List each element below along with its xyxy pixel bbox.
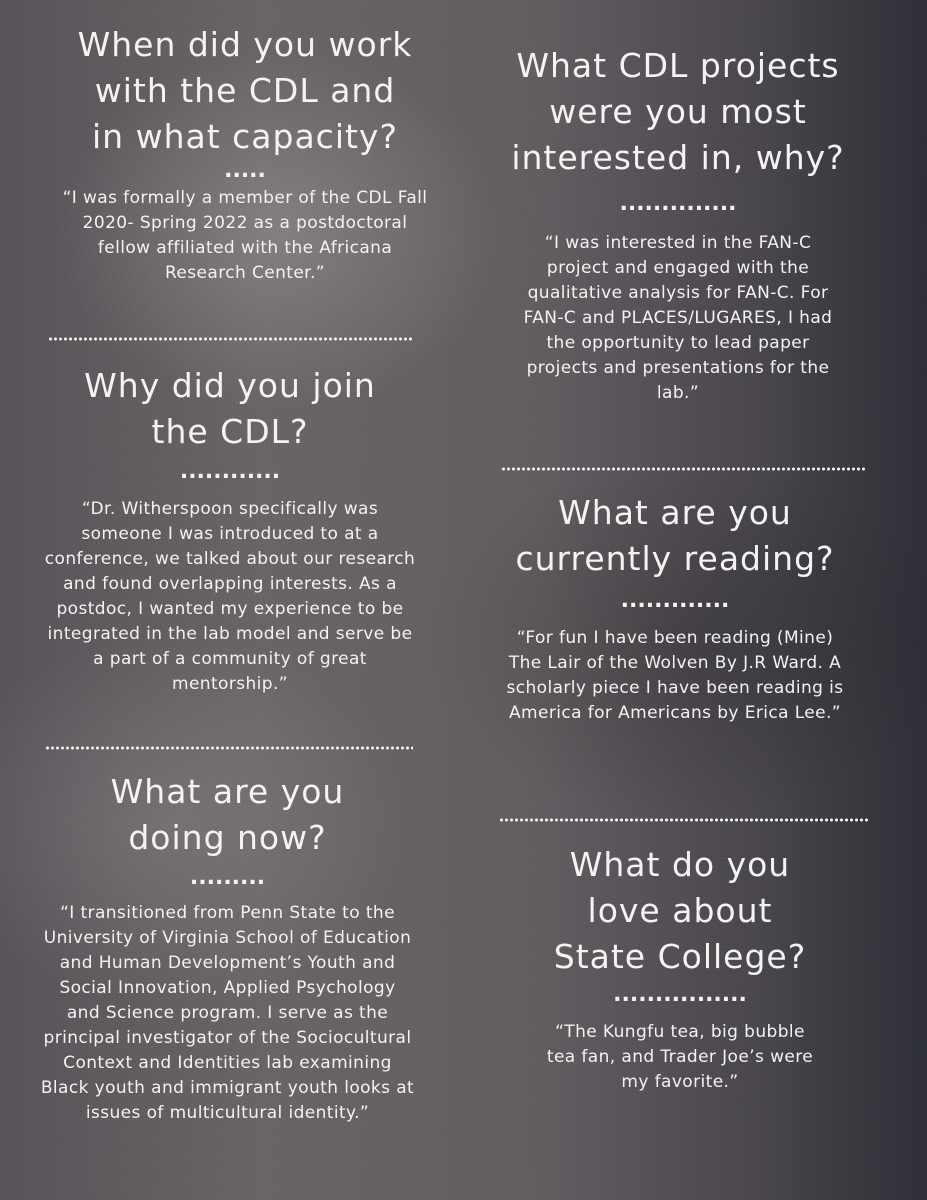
heading-reading: What are you currently reading?: [515, 493, 835, 578]
answer-projects: “I was interested in the FAN-C project and engaged with the qualitative analysis for FAN-C. For FAN-C and PLACES/LUGARES, I had the opportunity to lead paper projects and presentations for the lab.”: [523, 233, 833, 403]
question-state-college: [495, 842, 865, 1095]
dots-work-capacity: .....: [224, 158, 266, 183]
heading-state-college: What do you love about State College?: [553, 845, 807, 976]
dots-state-college: ................: [613, 982, 747, 1007]
answer-doing-now: “I transitioned from Penn State to the University of Virginia School of Education and Human Development’s Youth and Social Innovation, Applied Psychology and Science program. I serve as the principal investigator of the Sociocultural Context and Identities lab examining Black youth and immigrant youth looks at issues of multicultural identity.”: [40, 903, 415, 1123]
divider-left-1: [48, 337, 414, 341]
question-reading: [460, 490, 890, 726]
dots-projects: ..............: [619, 191, 737, 216]
heading-doing-now: What are you doing now?: [110, 772, 345, 857]
question-projects: [462, 43, 894, 406]
dots-why-join: ............: [179, 459, 281, 484]
heading-work-capacity: When did you work with the CDL and in what capacity?: [77, 25, 413, 156]
dots-reading: .............: [620, 588, 730, 613]
question-why-join: [10, 363, 450, 697]
question-work-capacity: [20, 22, 470, 286]
divider-right-1: [501, 467, 865, 471]
dots-doing-now: .........: [189, 865, 266, 890]
divider-left-2: [45, 746, 413, 750]
answer-state-college: “The Kungfu tea, big bubble tea fan, and Trader Joe’s were my favorite.”: [546, 1022, 814, 1092]
answer-work-capacity: “I was formally a member of the CDL Fall 2020- Spring 2022 as a postdoctoral fellow affiliated with the Africana Research Center.”: [62, 188, 428, 283]
question-doing-now: [0, 769, 455, 1126]
divider-right-2: [499, 818, 869, 822]
answer-reading: “For fun I have been reading (Mine) The Lair of the Wolven By J.R Ward. A scholarly piece I have been reading is America for Americans by Erica Lee.”: [506, 628, 844, 723]
answer-why-join: “Dr. Witherspoon specifically was someone I was introduced to at a conference, we talked about our research and found overlapping interests. As a postdoc, I wanted my experience to be integrated in the lab model and serve be a part of a community of great mentorship.”: [44, 499, 416, 694]
heading-why-join: Why did you join the CDL?: [84, 366, 376, 451]
heading-projects: What CDL projects were you most interested in, why?: [511, 46, 845, 177]
